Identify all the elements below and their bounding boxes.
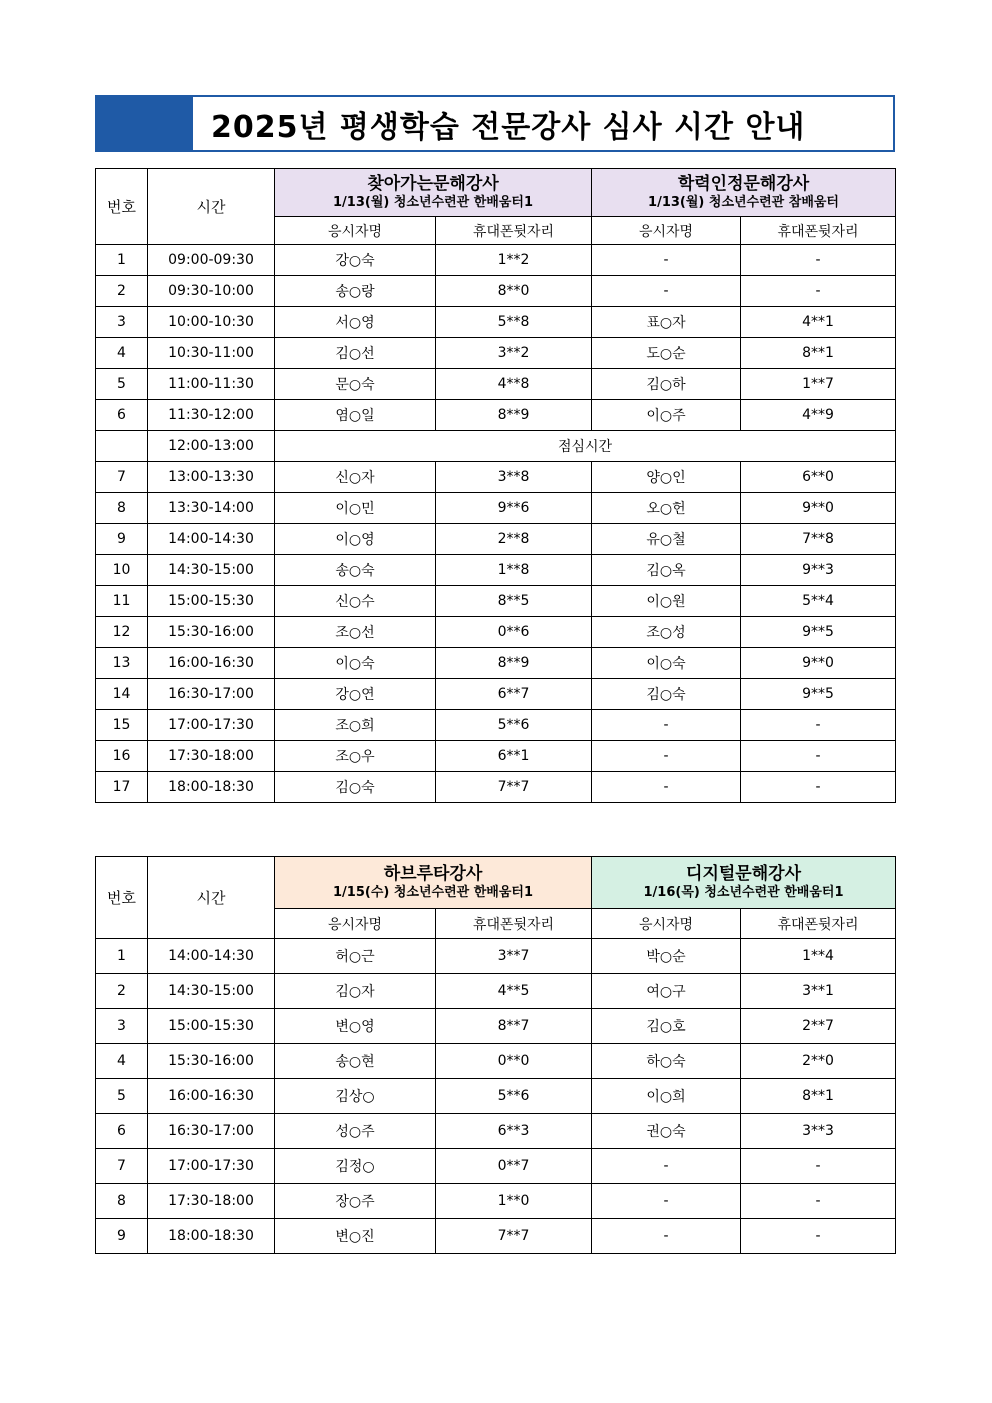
phone-b: 9**5	[741, 679, 896, 710]
phone-b: 9**0	[741, 493, 896, 524]
table-row	[96, 555, 896, 586]
row-number: 7	[96, 1149, 148, 1184]
table-2-body	[96, 939, 896, 1254]
title-banner	[95, 95, 895, 152]
group-a-sub: 1/13(월) 청소년수련관 한배움터1	[333, 194, 534, 210]
phone-b: 8**1	[741, 338, 896, 369]
group-header-b	[592, 857, 896, 909]
name-b: -	[592, 772, 741, 803]
row-number: 5	[96, 1079, 148, 1114]
group-b-name: 학력인정문해강사	[677, 173, 810, 194]
table-row	[96, 1079, 896, 1114]
name-a: 강○연	[275, 679, 436, 710]
row-number: 1	[96, 245, 148, 276]
phone-b: -	[741, 1219, 896, 1254]
row-time: 18:00-18:30	[148, 1219, 275, 1254]
row-time: 09:30-10:00	[148, 276, 275, 307]
name-b: -	[592, 276, 741, 307]
lunch-label: 점심시간	[275, 431, 896, 462]
table-1-body-morning	[96, 245, 896, 431]
name-b: -	[592, 245, 741, 276]
row-time: 16:00-16:30	[148, 648, 275, 679]
row-time: 15:30-16:00	[148, 1044, 275, 1079]
row-number: 13	[96, 648, 148, 679]
phone-a: 3**7	[436, 939, 592, 974]
row-time: 15:00-15:30	[148, 586, 275, 617]
name-b: 이○원	[592, 586, 741, 617]
row-number: 3	[96, 307, 148, 338]
name-a: 성○주	[275, 1114, 436, 1149]
name-b: 오○헌	[592, 493, 741, 524]
phone-a: 8**7	[436, 1009, 592, 1044]
phone-b: 9**0	[741, 648, 896, 679]
subheader-phone-b: 휴대폰뒷자리	[741, 217, 896, 245]
phone-b: 7**8	[741, 524, 896, 555]
row-number: 6	[96, 400, 148, 431]
name-b: -	[592, 1219, 741, 1254]
name-a: 조○우	[275, 741, 436, 772]
name-a: 김정○	[275, 1149, 436, 1184]
row-number: 9	[96, 1219, 148, 1254]
table-row	[96, 276, 896, 307]
table-row	[96, 338, 896, 369]
phone-a: 1**2	[436, 245, 592, 276]
phone-a: 3**8	[436, 462, 592, 493]
name-b: 김○옥	[592, 555, 741, 586]
row-number: 4	[96, 1044, 148, 1079]
page-title: 2025년 평생학습 전문강사 심사 시간 안내	[211, 109, 806, 145]
name-a: 이○영	[275, 524, 436, 555]
name-a: 신○자	[275, 462, 436, 493]
row-number: 15	[96, 710, 148, 741]
row-time: 13:00-13:30	[148, 462, 275, 493]
name-a: 변○진	[275, 1219, 436, 1254]
row-time: 14:00-14:30	[148, 524, 275, 555]
phone-b: 1**7	[741, 369, 896, 400]
group-a-sub: 1/15(수) 청소년수련관 한배움터1	[333, 884, 534, 900]
row-time: 09:00-09:30	[148, 245, 275, 276]
row-number: 9	[96, 524, 148, 555]
header-number: 번호	[96, 169, 148, 245]
name-b: 도○순	[592, 338, 741, 369]
phone-a: 6**1	[436, 741, 592, 772]
phone-b: 2**7	[741, 1009, 896, 1044]
phone-b: 4**9	[741, 400, 896, 431]
title-accent-bar	[97, 97, 193, 150]
row-number: 7	[96, 462, 148, 493]
row-number: 16	[96, 741, 148, 772]
table-row	[96, 741, 896, 772]
row-time: 13:30-14:00	[148, 493, 275, 524]
row-time: 11:30-12:00	[148, 400, 275, 431]
table-row	[96, 1219, 896, 1254]
phone-a: 3**2	[436, 338, 592, 369]
phone-b: 3**3	[741, 1114, 896, 1149]
row-time: 17:00-17:30	[148, 710, 275, 741]
table-row	[96, 1149, 896, 1184]
phone-b: 4**1	[741, 307, 896, 338]
name-b: 김○하	[592, 369, 741, 400]
row-time: 17:30-18:00	[148, 741, 275, 772]
lunch-time: 12:00-13:00	[148, 431, 275, 462]
group-b-sub: 1/13(월) 청소년수련관 참배움터	[648, 194, 839, 210]
row-number: 5	[96, 369, 148, 400]
name-a: 문○숙	[275, 369, 436, 400]
schedule-table-1	[95, 168, 896, 803]
table-row	[96, 648, 896, 679]
row-time: 18:00-18:30	[148, 772, 275, 803]
row-time: 14:30-15:00	[148, 555, 275, 586]
row-time: 15:30-16:00	[148, 617, 275, 648]
row-number: 1	[96, 939, 148, 974]
name-b: 이○희	[592, 1079, 741, 1114]
subheader-name-a: 응시자명	[275, 217, 436, 245]
subheader-phone-a: 휴대폰뒷자리	[436, 217, 592, 245]
phone-b: -	[741, 245, 896, 276]
row-time: 16:30-17:00	[148, 1114, 275, 1149]
group-header-b	[592, 169, 896, 217]
table-row	[96, 679, 896, 710]
table-row	[96, 369, 896, 400]
phone-b: -	[741, 772, 896, 803]
phone-b: 6**0	[741, 462, 896, 493]
row-number: 4	[96, 338, 148, 369]
table-row	[96, 617, 896, 648]
name-b: 유○철	[592, 524, 741, 555]
phone-b: 3**1	[741, 974, 896, 1009]
name-b: 김○호	[592, 1009, 741, 1044]
table-row	[96, 772, 896, 803]
phone-a: 0**0	[436, 1044, 592, 1079]
row-time: 14:30-15:00	[148, 974, 275, 1009]
table-row	[96, 1009, 896, 1044]
row-number: 12	[96, 617, 148, 648]
name-b: 조○성	[592, 617, 741, 648]
row-number: 2	[96, 276, 148, 307]
name-a: 장○주	[275, 1184, 436, 1219]
row-time: 14:00-14:30	[148, 939, 275, 974]
name-b: -	[592, 741, 741, 772]
name-b: 표○자	[592, 307, 741, 338]
phone-a: 0**6	[436, 617, 592, 648]
name-a: 김○자	[275, 974, 436, 1009]
row-time: 10:00-10:30	[148, 307, 275, 338]
group-b-sub: 1/16(목) 청소년수련관 한배움터1	[643, 884, 844, 900]
row-number: 17	[96, 772, 148, 803]
phone-a: 9**6	[436, 493, 592, 524]
table-row	[96, 1184, 896, 1219]
name-b: 권○숙	[592, 1114, 741, 1149]
header-time: 시간	[148, 169, 275, 245]
table-row	[96, 1044, 896, 1079]
lunch-row	[96, 431, 896, 462]
name-b: -	[592, 1184, 741, 1219]
lunch-number	[96, 431, 148, 462]
phone-b: 1**4	[741, 939, 896, 974]
phone-b: -	[741, 710, 896, 741]
phone-a: 1**0	[436, 1184, 592, 1219]
row-time: 16:30-17:00	[148, 679, 275, 710]
phone-a: 7**7	[436, 1219, 592, 1254]
name-a: 신○수	[275, 586, 436, 617]
group-a-name: 하브루타강사	[383, 863, 483, 884]
table-1-lunch	[96, 431, 896, 462]
row-time: 16:00-16:30	[148, 1079, 275, 1114]
row-number: 14	[96, 679, 148, 710]
name-a: 조○희	[275, 710, 436, 741]
name-a: 강○숙	[275, 245, 436, 276]
row-number: 6	[96, 1114, 148, 1149]
phone-b: 9**3	[741, 555, 896, 586]
row-time: 17:00-17:30	[148, 1149, 275, 1184]
row-time: 11:00-11:30	[148, 369, 275, 400]
phone-b: 5**4	[741, 586, 896, 617]
name-a: 김상○	[275, 1079, 436, 1114]
phone-a: 7**7	[436, 772, 592, 803]
subheader-name-a: 응시자명	[275, 909, 436, 939]
name-a: 송○숙	[275, 555, 436, 586]
name-a: 송○현	[275, 1044, 436, 1079]
phone-a: 5**6	[436, 710, 592, 741]
name-a: 이○민	[275, 493, 436, 524]
table-row	[96, 939, 896, 974]
phone-a: 8**0	[436, 276, 592, 307]
phone-a: 5**8	[436, 307, 592, 338]
subheader-name-b: 응시자명	[592, 909, 741, 939]
group-a-name: 찾아가는문해강사	[367, 173, 499, 194]
group-header-a	[275, 169, 592, 217]
name-b: 이○주	[592, 400, 741, 431]
name-a: 김○숙	[275, 772, 436, 803]
name-b: -	[592, 710, 741, 741]
row-number: 10	[96, 555, 148, 586]
header-time: 시간	[148, 857, 275, 939]
row-time: 15:00-15:30	[148, 1009, 275, 1044]
phone-b: -	[741, 741, 896, 772]
table-1-body-afternoon	[96, 462, 896, 803]
row-number: 8	[96, 1184, 148, 1219]
phone-a: 8**5	[436, 586, 592, 617]
phone-b: 2**0	[741, 1044, 896, 1079]
subheader-name-b: 응시자명	[592, 217, 741, 245]
name-a: 변○영	[275, 1009, 436, 1044]
phone-a: 8**9	[436, 648, 592, 679]
name-a: 허○근	[275, 939, 436, 974]
schedule-table-2	[95, 856, 896, 1254]
phone-a: 5**6	[436, 1079, 592, 1114]
name-b: 박○순	[592, 939, 741, 974]
phone-b: -	[741, 1149, 896, 1184]
name-a: 이○숙	[275, 648, 436, 679]
row-number: 2	[96, 974, 148, 1009]
table-row	[96, 974, 896, 1009]
name-b: 여○구	[592, 974, 741, 1009]
table-row	[96, 245, 896, 276]
row-number: 11	[96, 586, 148, 617]
name-b: -	[592, 1149, 741, 1184]
phone-a: 1**8	[436, 555, 592, 586]
table-row	[96, 710, 896, 741]
phone-a: 0**7	[436, 1149, 592, 1184]
phone-a: 8**9	[436, 400, 592, 431]
name-b: 이○숙	[592, 648, 741, 679]
name-b: 하○숙	[592, 1044, 741, 1079]
name-b: 김○숙	[592, 679, 741, 710]
phone-a: 4**8	[436, 369, 592, 400]
name-a: 김○선	[275, 338, 436, 369]
table-row	[96, 307, 896, 338]
table-row	[96, 462, 896, 493]
phone-a: 4**5	[436, 974, 592, 1009]
row-time: 17:30-18:00	[148, 1184, 275, 1219]
row-time: 10:30-11:00	[148, 338, 275, 369]
phone-b: -	[741, 276, 896, 307]
phone-a: 6**3	[436, 1114, 592, 1149]
table-row	[96, 400, 896, 431]
phone-a: 2**8	[436, 524, 592, 555]
table-row	[96, 524, 896, 555]
table-row	[96, 1114, 896, 1149]
subheader-phone-b: 휴대폰뒷자리	[741, 909, 896, 939]
name-a: 송○랑	[275, 276, 436, 307]
subheader-phone-a: 휴대폰뒷자리	[436, 909, 592, 939]
phone-b: -	[741, 1184, 896, 1219]
row-number: 3	[96, 1009, 148, 1044]
header-number: 번호	[96, 857, 148, 939]
row-number: 8	[96, 493, 148, 524]
group-header-a	[275, 857, 592, 909]
name-b: 양○인	[592, 462, 741, 493]
table-row	[96, 493, 896, 524]
phone-b: 8**1	[741, 1079, 896, 1114]
phone-b: 9**5	[741, 617, 896, 648]
phone-a: 6**7	[436, 679, 592, 710]
name-a: 염○일	[275, 400, 436, 431]
group-b-name: 디지털문해강사	[686, 863, 801, 884]
name-a: 서○영	[275, 307, 436, 338]
name-a: 조○선	[275, 617, 436, 648]
table-row	[96, 586, 896, 617]
